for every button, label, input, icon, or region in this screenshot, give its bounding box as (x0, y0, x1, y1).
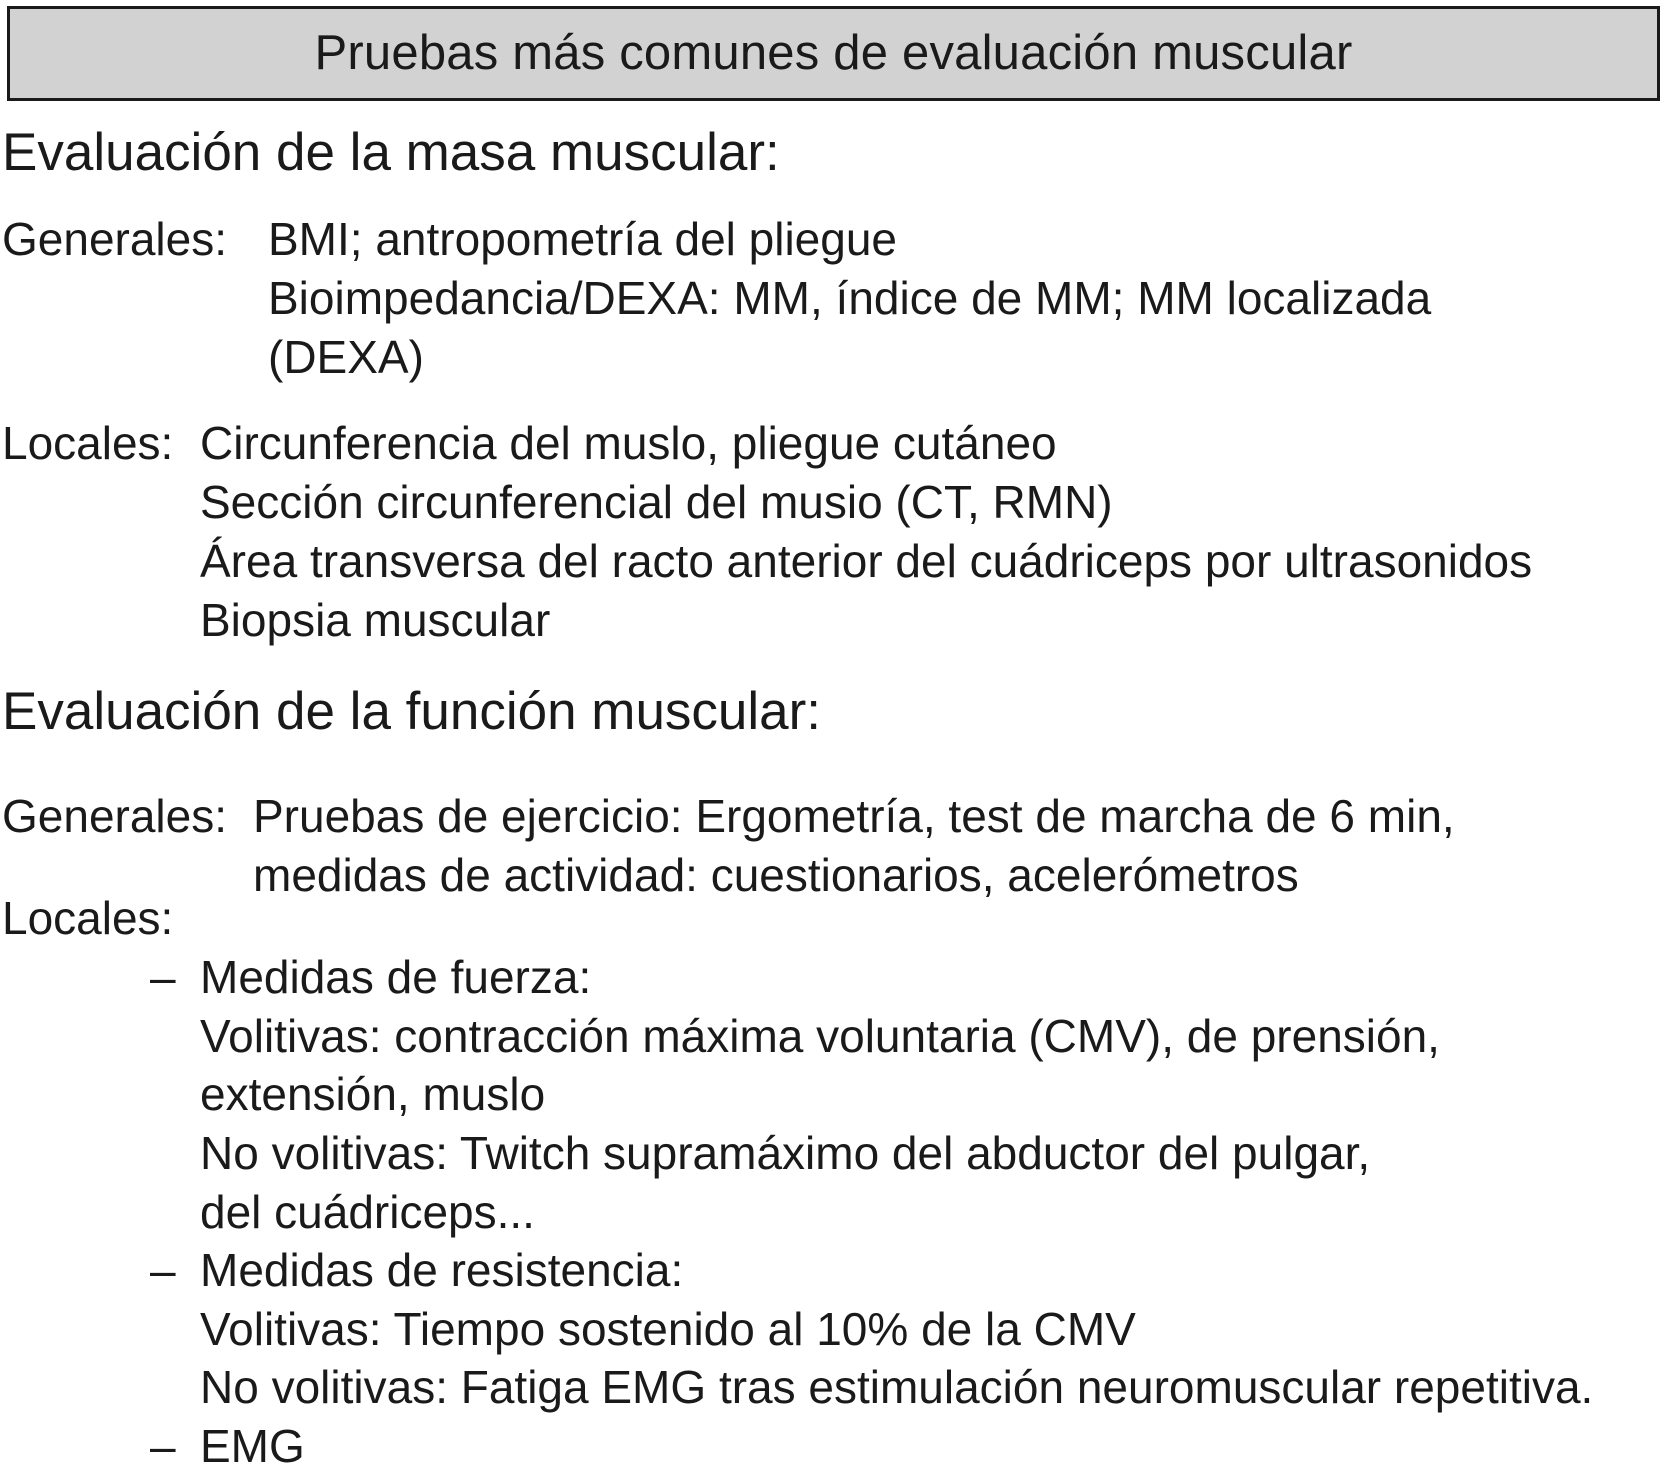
endurance-line: Volitivas: Tiempo sostenido al 10% de la CMV (200, 1303, 1136, 1355)
strength-line: No volitivas: Twitch supramáximo del abductor del pulgar, (200, 1127, 1371, 1179)
function-heading: Evaluación de la función muscular: (2, 682, 822, 741)
strength-line: extensión, muslo (200, 1068, 546, 1120)
strength-line: del cuádriceps... (200, 1186, 535, 1238)
function-generales-line: Pruebas de ejercicio: Ergometría, test de marcha de 6 min, (253, 790, 1455, 842)
bullet-dash: – (150, 1244, 176, 1296)
strength-heading: Medidas de fuerza: (200, 951, 592, 1003)
mass-generales-line: Bioimpedancia/DEXA: MM, índice de MM; MM localizada (268, 272, 1432, 324)
endurance-line: No volitivas: Fatiga EMG tras estimulación neuromuscular repetitiva. (200, 1361, 1594, 1413)
mass-heading: Evaluación de la masa muscular: (2, 123, 780, 182)
mass-generales-line: (DEXA) (268, 331, 424, 383)
mass-locales-line: Circunferencia del muslo, pliegue cutáneo (200, 417, 1057, 469)
mass-generales-line: BMI; antropometría del pliegue (268, 213, 898, 265)
title-box (7, 6, 1660, 101)
strength-line: Volitivas: contracción máxima voluntaria (CMV), de prensión, (200, 1010, 1440, 1062)
mass-locales-label: Locales: (2, 417, 174, 469)
bullet-dash: – (150, 1420, 176, 1472)
function-generales-line: medidas de actividad: cuestionarios, acelerómetros (253, 849, 1299, 901)
mass-generales-label: Generales: (2, 213, 228, 265)
mass-locales-line: Área transversa del racto anterior del cuádriceps por ultrasonidos (200, 535, 1533, 587)
page-title: Pruebas más comunes de evaluación muscular (314, 26, 1353, 80)
endurance-heading: Medidas de resistencia: (200, 1244, 684, 1296)
bullet-dash: – (150, 951, 176, 1003)
mass-locales-line: Sección circunferencial del musio (CT, RMN) (200, 476, 1113, 528)
emg-item: EMG (200, 1420, 305, 1472)
mass-locales-line: Biopsia muscular (200, 594, 551, 646)
function-locales-label: Locales: (2, 892, 174, 944)
function-generales-label: Generales: (2, 790, 228, 842)
